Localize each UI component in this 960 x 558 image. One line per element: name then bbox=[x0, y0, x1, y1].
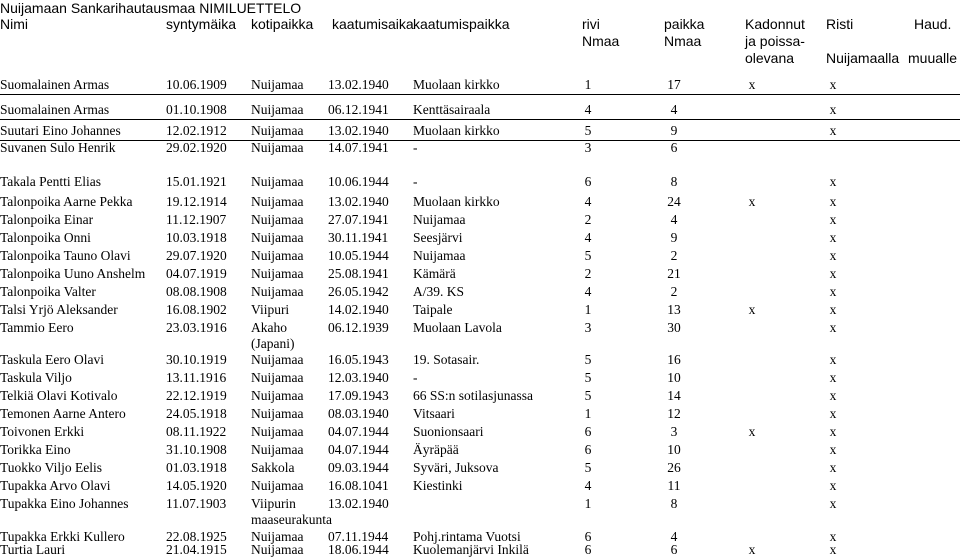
document-title: Nuijamaan Sankarihautausmaa NIMILUETTELO bbox=[0, 0, 302, 16]
cell-name: Turtia Lauri bbox=[0, 542, 66, 557]
cell-seat: 26 bbox=[667, 460, 681, 475]
cell-death-date: 12.03.1940 bbox=[328, 370, 389, 385]
cell-death-date: 13.02.1940 bbox=[328, 123, 389, 138]
cell-death-date: 17.09.1943 bbox=[328, 388, 389, 403]
cell-row: 3 bbox=[584, 320, 592, 335]
cell-seat: 10 bbox=[667, 370, 681, 385]
cell-death-place: Kiestinki bbox=[413, 478, 463, 493]
cell-name: Talonpoika Einar bbox=[0, 212, 94, 227]
cell-death-place: - bbox=[413, 140, 418, 155]
cell-birth-date: 10.03.1918 bbox=[166, 230, 227, 245]
cell-birth-date: 10.06.1909 bbox=[166, 77, 227, 92]
cell-row: 4 bbox=[584, 102, 592, 117]
cell-cross: x bbox=[829, 284, 837, 299]
cell-name: Suomalainen Armas bbox=[0, 102, 110, 117]
cell-seat: 14 bbox=[667, 388, 681, 403]
header-death-date: kaatumisaika bbox=[332, 16, 414, 32]
cell-home: Nuijamaa bbox=[251, 194, 304, 209]
cell-death-place: Syväri, Juksova bbox=[413, 460, 499, 475]
cell-row: 4 bbox=[584, 194, 592, 209]
cell-birth-date: 13.11.1916 bbox=[166, 370, 227, 385]
cell-row: 2 bbox=[584, 266, 592, 281]
cell-seat: 10 bbox=[667, 442, 681, 457]
cell-cross: x bbox=[829, 123, 837, 138]
cell-birth-date: 22.12.1919 bbox=[166, 388, 227, 403]
cell-seat: 6 bbox=[670, 542, 678, 557]
cell-death-place: Kenttäsairaala bbox=[413, 102, 491, 117]
header-grave-sub: muualle bbox=[908, 50, 958, 66]
cell-death-date: 30.11.1941 bbox=[328, 230, 389, 245]
cell-name: Talonpoika Uuno Anshelm bbox=[0, 266, 146, 281]
cell-home: Nuijamaa bbox=[251, 248, 304, 263]
cell-death-date: 25.08.1941 bbox=[328, 266, 389, 281]
cell-death-date: 13.02.1940 bbox=[328, 194, 389, 209]
cell-home: Nuijamaa bbox=[251, 123, 304, 138]
cell-seat: 11 bbox=[667, 478, 681, 493]
cell-death-place: A/39. KS bbox=[413, 284, 465, 299]
cell-home: Sakkola bbox=[251, 460, 295, 475]
cell-home: Nuijamaa bbox=[251, 266, 304, 281]
cell-name: Talonpoika Tauno Olavi bbox=[0, 248, 131, 263]
cell-cross: x bbox=[829, 352, 837, 367]
cell-name: Tupakka Erkki Kullero bbox=[0, 529, 125, 544]
cell-death-place: Taipale bbox=[413, 302, 453, 317]
header-seat-sub: Nmaa bbox=[664, 33, 702, 49]
cell-cross: x bbox=[829, 496, 837, 511]
cell-name: Tammio Eero bbox=[0, 320, 74, 335]
cell-cross: x bbox=[829, 424, 837, 439]
cell-home: Nuijamaa bbox=[251, 406, 304, 421]
cell-death-date: 13.02.1940 bbox=[328, 77, 389, 92]
cell-birth-date: 21.04.1915 bbox=[166, 542, 227, 557]
cell-home: Akaho bbox=[251, 320, 287, 335]
cell-missing: x bbox=[748, 302, 756, 317]
cell-home: Nuijamaa bbox=[251, 542, 304, 557]
cell-death-place: Nuijamaa bbox=[413, 248, 466, 263]
header-missing-sub: ja poissa- bbox=[745, 33, 805, 49]
header-grave: Haud. bbox=[914, 16, 952, 32]
cell-death-place: Suonionsaari bbox=[413, 424, 484, 439]
cell-home: Nuijamaa bbox=[251, 388, 304, 403]
cell-name: Suvanen Sulo Henrik bbox=[0, 140, 116, 155]
cell-death-date: 18.06.1944 bbox=[328, 542, 389, 557]
cell-cross: x bbox=[829, 102, 837, 117]
cell-row: 1 bbox=[584, 406, 592, 421]
cell-death-place: Kuolemanjärvi Inkilä bbox=[413, 542, 529, 557]
cell-death-place: - bbox=[413, 174, 418, 189]
cell-name: Talonpoika Valter bbox=[0, 284, 96, 299]
row-divider bbox=[0, 140, 960, 141]
cell-seat: 6 bbox=[670, 140, 678, 155]
cell-birth-date: 15.01.1921 bbox=[166, 174, 227, 189]
cell-row: 6 bbox=[584, 424, 592, 439]
row-divider bbox=[0, 119, 960, 120]
cell-seat: 8 bbox=[670, 496, 678, 511]
header-death-place: kaatumispaikka bbox=[413, 16, 510, 32]
cell-row: 1 bbox=[584, 302, 592, 317]
cell-seat: 8 bbox=[670, 174, 678, 189]
cell-row: 4 bbox=[584, 230, 592, 245]
cell-seat: 4 bbox=[670, 529, 678, 544]
cell-death-place: 66 SS:n sotilasjunassa bbox=[413, 388, 534, 403]
cell-missing: x bbox=[748, 542, 756, 557]
cell-name: Talonpoika Aarne Pekka bbox=[0, 194, 133, 209]
cell-seat: 4 bbox=[670, 102, 678, 117]
header-birth-date: syntymäika bbox=[166, 16, 237, 32]
cell-birth-date: 11.12.1907 bbox=[166, 212, 227, 227]
cell-birth-date: 12.02.1912 bbox=[166, 123, 227, 138]
cell-name: Talsi Yrjö Aleksander bbox=[0, 302, 118, 317]
cell-death-place: Äyräpää bbox=[413, 442, 459, 457]
cell-death-date: 27.07.1941 bbox=[328, 212, 389, 227]
header-home: kotipaikka bbox=[251, 16, 314, 32]
header-missing-sub2: olevana bbox=[745, 50, 795, 66]
cell-death-date: 14.02.1940 bbox=[328, 302, 389, 317]
cell-death-date: 10.05.1944 bbox=[328, 248, 389, 263]
cell-birth-date: 04.07.1919 bbox=[166, 266, 227, 281]
cell-home: Nuijamaa bbox=[251, 424, 304, 439]
cell-death-place: Muolaan kirkko bbox=[413, 123, 500, 138]
cell-home: Nuijamaa bbox=[251, 212, 304, 227]
cell-name: Temonen Aarne Antero bbox=[0, 406, 126, 421]
cell-name: Taskula Eero Olavi bbox=[0, 352, 105, 367]
cell-birth-date: 30.10.1919 bbox=[166, 352, 227, 367]
cell-cross: x bbox=[829, 542, 837, 557]
cell-birth-date: 16.08.1902 bbox=[166, 302, 227, 317]
cell-home: Nuijamaa bbox=[251, 442, 304, 457]
cell-row: 5 bbox=[584, 370, 592, 385]
cell-death-date: 06.12.1941 bbox=[328, 102, 389, 117]
cell-birth-date: 14.05.1920 bbox=[166, 478, 227, 493]
cell-death-place: Muolaan Lavola bbox=[413, 320, 502, 335]
cell-birth-date: 29.02.1920 bbox=[166, 140, 227, 155]
cell-birth-date: 01.03.1918 bbox=[166, 460, 227, 475]
cell-cross: x bbox=[829, 174, 837, 189]
cell-death-date: 09.03.1944 bbox=[328, 460, 389, 475]
cell-seat: 9 bbox=[670, 230, 678, 245]
cell-cross: x bbox=[829, 529, 837, 544]
cell-seat: 2 bbox=[670, 248, 678, 263]
cell-home: Nuijamaa bbox=[251, 352, 304, 367]
cell-death-place: Kämärä bbox=[413, 266, 456, 281]
cell-row: 6 bbox=[584, 174, 592, 189]
header-missing: Kadonnut bbox=[745, 16, 805, 32]
cell-seat: 2 bbox=[670, 284, 678, 299]
cell-birth-date: 01.10.1908 bbox=[166, 102, 227, 117]
cell-birth-date: 08.11.1922 bbox=[166, 424, 227, 439]
cell-death-place: 19. Sotasair. bbox=[413, 352, 480, 367]
cell-row: 1 bbox=[584, 77, 592, 92]
cell-seat: 24 bbox=[667, 194, 681, 209]
cell-birth-date: 19.12.1914 bbox=[166, 194, 227, 209]
cell-seat: 30 bbox=[667, 320, 681, 335]
cell-name: Suomalainen Armas bbox=[0, 77, 110, 92]
cell-home-continued: maaseurakunta bbox=[251, 512, 332, 527]
cell-row: 5 bbox=[584, 388, 592, 403]
cell-death-place: Seesjärvi bbox=[413, 230, 463, 245]
cell-death-date: 06.12.1939 bbox=[328, 320, 389, 335]
cell-cross: x bbox=[829, 248, 837, 263]
cell-death-date: 08.03.1940 bbox=[328, 406, 389, 421]
cell-cross: x bbox=[829, 230, 837, 245]
cell-death-date: 04.07.1944 bbox=[328, 424, 389, 439]
cell-name: Tuokko Viljo Eelis bbox=[0, 460, 102, 475]
row-divider bbox=[0, 94, 960, 95]
cell-death-place: Nuijamaa bbox=[413, 212, 466, 227]
cell-home-continued: (Japani) bbox=[251, 336, 295, 351]
cell-name: Suutari Eino Johannes bbox=[0, 123, 121, 138]
cell-cross: x bbox=[829, 406, 837, 421]
cell-name: Toivonen Erkki bbox=[0, 424, 85, 439]
cell-missing: x bbox=[748, 194, 756, 209]
cell-cross: x bbox=[829, 442, 837, 457]
cell-cross: x bbox=[829, 460, 837, 475]
cell-home: Viipurin bbox=[251, 496, 296, 511]
cell-home: Nuijamaa bbox=[251, 529, 304, 544]
cell-row: 4 bbox=[584, 478, 592, 493]
cell-home: Nuijamaa bbox=[251, 140, 304, 155]
cell-row: 5 bbox=[584, 248, 592, 263]
cell-row: 6 bbox=[584, 529, 592, 544]
cell-name: Telkiä Olavi Kotivalo bbox=[0, 388, 118, 403]
header-cross-sub: Nuijamaalla bbox=[826, 50, 900, 66]
cell-home: Nuijamaa bbox=[251, 102, 304, 117]
cell-birth-date: 22.08.1925 bbox=[166, 529, 227, 544]
cell-row: 3 bbox=[584, 140, 592, 155]
cell-death-date: 16.08.1041 bbox=[328, 478, 389, 493]
cell-cross: x bbox=[829, 302, 837, 317]
cell-seat: 16 bbox=[667, 352, 681, 367]
cell-row: 6 bbox=[584, 442, 592, 457]
cell-cross: x bbox=[829, 266, 837, 281]
cell-seat: 13 bbox=[667, 302, 681, 317]
cell-death-date: 07.11.1944 bbox=[328, 529, 389, 544]
cell-cross: x bbox=[829, 370, 837, 385]
cell-cross: x bbox=[829, 194, 837, 209]
cell-birth-date: 24.05.1918 bbox=[166, 406, 227, 421]
cell-row: 6 bbox=[584, 542, 592, 557]
cell-birth-date: 31.10.1908 bbox=[166, 442, 227, 457]
cell-name: Takala Pentti Elias bbox=[0, 174, 102, 189]
header-seat: paikka bbox=[664, 16, 705, 32]
cell-death-place: - bbox=[413, 370, 418, 385]
cell-death-date: 14.07.1941 bbox=[328, 140, 389, 155]
cell-seat: 3 bbox=[670, 424, 678, 439]
cell-death-date: 10.06.1944 bbox=[328, 174, 389, 189]
cell-seat: 4 bbox=[670, 212, 678, 227]
cell-cross: x bbox=[829, 212, 837, 227]
cell-home: Nuijamaa bbox=[251, 478, 304, 493]
cell-cross: x bbox=[829, 388, 837, 403]
cell-home: Nuijamaa bbox=[251, 174, 304, 189]
cell-name: Tupakka Eino Johannes bbox=[0, 496, 129, 511]
cell-row: 5 bbox=[584, 352, 592, 367]
cell-death-place: Vitsaari bbox=[413, 406, 455, 421]
cell-seat: 12 bbox=[667, 406, 681, 421]
cell-birth-date: 29.07.1920 bbox=[166, 248, 227, 263]
cell-seat: 9 bbox=[670, 123, 678, 138]
cell-birth-date: 23.03.1916 bbox=[166, 320, 227, 335]
cell-home: Nuijamaa bbox=[251, 230, 304, 245]
cell-home: Viipuri bbox=[251, 302, 290, 317]
cell-cross: x bbox=[829, 478, 837, 493]
cell-home: Nuijamaa bbox=[251, 370, 304, 385]
cell-death-place: Muolaan kirkko bbox=[413, 77, 500, 92]
cell-name: Tupakka Arvo Olavi bbox=[0, 478, 111, 493]
cell-seat: 17 bbox=[667, 77, 681, 92]
cell-death-place: Pohj.rintama Vuotsi bbox=[413, 529, 521, 544]
cell-name: Taskula Viljo bbox=[0, 370, 72, 385]
header-cross: Risti bbox=[826, 16, 854, 32]
cell-name: Talonpoika Onni bbox=[0, 230, 91, 245]
header-row-sub: Nmaa bbox=[582, 33, 620, 49]
cell-missing: x bbox=[748, 77, 756, 92]
cell-row: 5 bbox=[584, 123, 592, 138]
cell-home: Nuijamaa bbox=[251, 284, 304, 299]
cell-cross: x bbox=[829, 77, 837, 92]
cell-seat: 21 bbox=[667, 266, 681, 281]
cell-name: Torikka Eino bbox=[0, 442, 71, 457]
header-name: Nimi bbox=[0, 16, 28, 32]
cell-death-date: 13.02.1940 bbox=[328, 496, 389, 511]
header-row: rivi bbox=[582, 16, 600, 32]
cell-home: Nuijamaa bbox=[251, 77, 304, 92]
cell-row: 1 bbox=[584, 496, 592, 511]
cell-birth-date: 08.08.1908 bbox=[166, 284, 227, 299]
cell-cross: x bbox=[829, 320, 837, 335]
cell-row: 4 bbox=[584, 284, 592, 299]
cell-row: 5 bbox=[584, 460, 592, 475]
cell-death-place: Muolaan kirkko bbox=[413, 194, 500, 209]
cell-death-date: 26.05.1942 bbox=[328, 284, 389, 299]
cell-death-date: 16.05.1943 bbox=[328, 352, 389, 367]
cell-death-date: 04.07.1944 bbox=[328, 442, 389, 457]
cell-row: 2 bbox=[584, 212, 592, 227]
cell-birth-date: 11.07.1903 bbox=[166, 496, 227, 511]
cell-missing: x bbox=[748, 424, 756, 439]
